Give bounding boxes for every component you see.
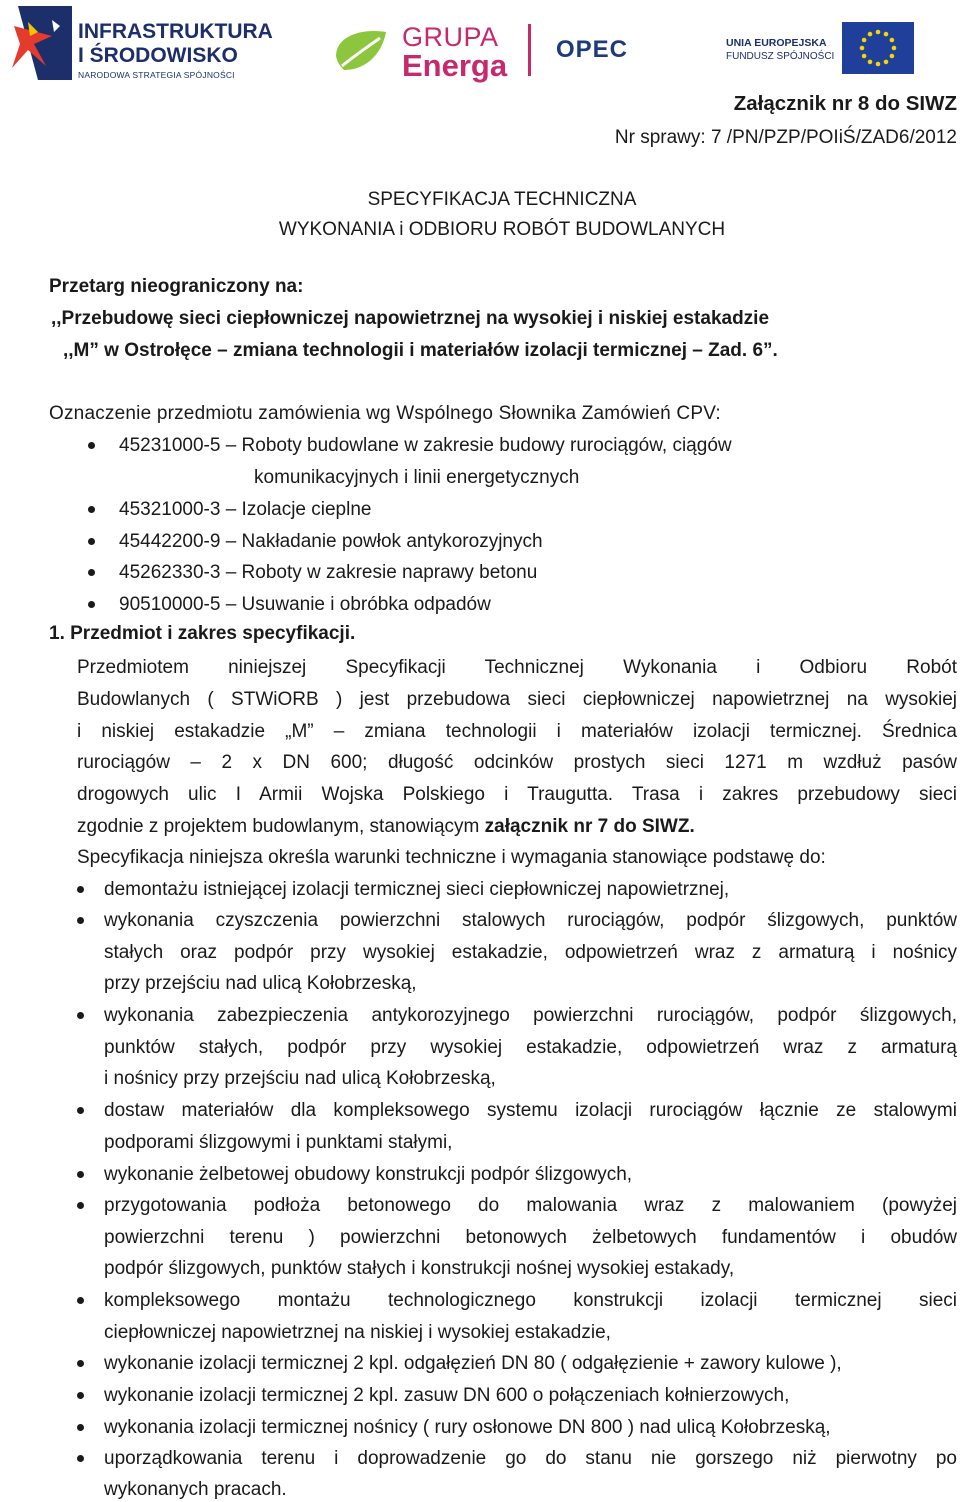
scope-bullet bbox=[77, 1424, 84, 1431]
section1-para-line: Przedmiotem niniejszej Specyfikacji Technicznej Wykonania i Odbioru Robót bbox=[77, 657, 957, 678]
opec-logo: OPEC bbox=[556, 36, 629, 63]
case-number: Nr sprawy: 7 /PN/PZP/POIiŚ/ZAD6/2012 bbox=[614, 127, 957, 148]
section1-para-line: i niskiej estakadzie „M” – zmiana technologii i materiałów izolacji termicznej. Średnica bbox=[77, 721, 957, 742]
cpv-item: 45262330-3 – Roboty w zakresie naprawy betonu bbox=[119, 562, 538, 583]
eu-flag-icon bbox=[842, 22, 914, 74]
srodowisko-text: I ŚRODOWISKO bbox=[78, 44, 238, 67]
scope-item-cont: i nośnicy przy przejściu nad ulicą Kołobrzeską, bbox=[104, 1068, 496, 1089]
scope-bullet bbox=[77, 917, 84, 924]
scope-item: wykonanie izolacji termicznej 2 kpl. odgałęzień DN 80 ( odgałęzienie + zawory kulowe ), bbox=[104, 1353, 842, 1374]
scope-item-cont: stałych oraz podpór przy wysokiej estakadzie, odpowietrzeń wraz z armaturą i nośnicy bbox=[104, 942, 957, 963]
cpv-bullet bbox=[88, 601, 95, 608]
scope-item: wykonanie żelbetowej obudowy konstrukcji podpór ślizgowych, bbox=[104, 1164, 633, 1185]
energa-text: Energa bbox=[402, 48, 508, 83]
scope-bullet bbox=[77, 1012, 84, 1019]
scope-item: wykonania izolacji termicznej nośnicy ( rury osłonowe DN 800 ) nad ulicą Kołobrzeską, bbox=[104, 1417, 831, 1438]
cpv-bullet bbox=[88, 569, 95, 576]
attachment-reference: załącznik nr 7 do SIWZ. bbox=[484, 816, 695, 837]
scope-item: dostaw materiałów dla kompleksowego systemu izolacji rurociągów łącznie ze stalowymi bbox=[104, 1100, 957, 1121]
scope-item: wykonania czyszczenia powierzchni stalowych rurociągów, podpór ślizgowych, punktów bbox=[104, 910, 957, 931]
attachment-label: Załącznik nr 8 do SIWZ bbox=[733, 92, 957, 115]
section1-para-last bbox=[77, 815, 695, 839]
scope-item-cont: przy przejściu nad ulicą Kołobrzeską, bbox=[104, 973, 417, 994]
energa-leaf-icon bbox=[332, 26, 390, 78]
cpv-bullet bbox=[88, 538, 95, 545]
cpv-item: 90510000-5 – Usuwanie i obróbka odpadów bbox=[119, 594, 491, 615]
eu-text: UNIA EUROPEJSKA bbox=[726, 37, 827, 49]
scope-item-cont: punktów stałych, podpór przy wysokiej estakadzie, odpowietrzeń wraz z armaturą bbox=[104, 1037, 957, 1058]
tender-line2: ,,M” w Ostrołęce – zmiana technologii i materiałów izolacji termicznej – Zad. 6”. bbox=[63, 340, 778, 361]
section1-para-line: Budowlanych ( STWiORB ) jest przebudowa sieci ciepłowniczej napowietrznej na wysokiej bbox=[77, 689, 957, 710]
cpv-bullet bbox=[88, 506, 95, 513]
energa-logo bbox=[332, 22, 522, 84]
scope-item: demontażu istniejącej izolacji termicznej sieci ciepłowniczej napowietrznej, bbox=[104, 879, 730, 900]
strategia-text: NARODOWA STRATEGIA SPÓJNOŚCI bbox=[78, 70, 235, 80]
section1-intro: Specyfikacja niniejsza określa warunki techniczne i wymagania stanowiące podstawę do: bbox=[77, 847, 826, 868]
scope-item-cont: podporami ślizgowymi i punktami stałymi, bbox=[104, 1132, 453, 1153]
scope-bullet bbox=[77, 1202, 84, 1209]
cpv-item: 45231000-5 – Roboty budowlane w zakresie budowy rurociągów, ciągów bbox=[119, 435, 732, 456]
cpv-item: 45321000-3 – Izolacje cieplne bbox=[119, 499, 372, 520]
title-line1: SPECYFIKACJA TECHNICZNA bbox=[367, 189, 637, 210]
eu-logo bbox=[726, 22, 916, 78]
section1-para-line: rurociągów – 2 x DN 600; długość odcinków prostych sieci 1271 m wzdłuż pasów bbox=[77, 752, 957, 773]
scope-item-cont: ciepłowniczej napowietrznej na niskiej i wysokiej estakadzie, bbox=[104, 1322, 611, 1343]
header-logos bbox=[0, 0, 960, 95]
scope-bullet bbox=[77, 1297, 84, 1304]
section1-heading: 1. Przedmiot i zakres specyfikacji. bbox=[49, 623, 356, 644]
scope-bullet bbox=[77, 1360, 84, 1367]
scope-item-cont: podpór ślizgowych, punktów stałych i konstrukcji nośnej wysokiej estakady, bbox=[104, 1258, 735, 1279]
section1-para-line: drogowych ulic I Armii Wojska Polskiego i Traugutta. Trasa i zakres przebudowy sieci bbox=[77, 784, 957, 805]
scope-item: kompleksowego montażu technologicznego konstrukcji izolacji termicznej sieci bbox=[104, 1290, 957, 1311]
scope-bullet bbox=[77, 1392, 84, 1399]
grupa-text: GRUPA bbox=[402, 22, 499, 52]
scope-item: uporządkowania terenu i doprowadzenie go do stanu nie gorszego niż pierwotny po bbox=[104, 1448, 957, 1469]
section1-para-last-text: zgodnie z projektem budowlanym, stanowiącym bbox=[77, 816, 485, 837]
tender-label: Przetarg nieograniczony na: bbox=[49, 276, 304, 297]
scope-bullet bbox=[77, 1171, 84, 1178]
cpv-bullet bbox=[88, 442, 95, 449]
scope-item: wykonanie izolacji termicznej 2 kpl. zasuw DN 600 o połączeniach kołnierzowych, bbox=[104, 1385, 790, 1406]
logo-separator bbox=[528, 24, 531, 76]
tender-line1: ,,Przebudowę sieci ciepłowniczej napowietrznej na wysokiej i niskiej estakadzie bbox=[51, 308, 770, 329]
scope-bullet bbox=[77, 1107, 84, 1114]
cpv-heading: Oznaczenie przedmiotu zamówienia wg Wspólnego Słownika Zamówień CPV: bbox=[49, 403, 721, 424]
infrastruktura-text: INFRASTRUKTURA bbox=[78, 20, 273, 43]
cpv-item-cont: komunikacyjnych i linii energetycznych bbox=[254, 467, 580, 488]
infrastruktura-logo bbox=[8, 6, 273, 81]
scope-item-cont: wykonanych pracach. bbox=[104, 1479, 287, 1500]
scope-item: przygotowania podłoża betonowego do malowania wraz z malowaniem (powyżej bbox=[104, 1195, 957, 1216]
title-line2: WYKONANIA i ODBIORU ROBÓT BUDOWLANYCH bbox=[278, 219, 726, 240]
fundusz-text: FUNDUSZ SPÓJNOŚCI bbox=[726, 51, 835, 62]
scope-item: wykonania zabezpieczenia antykorozyjnego powierzchni rurociągów, podpór ślizgowych, bbox=[104, 1005, 957, 1026]
cpv-item: 45442200-9 – Nakładanie powłok antykorozyjnych bbox=[119, 531, 543, 552]
scope-bullet bbox=[77, 886, 84, 893]
scope-bullet bbox=[77, 1455, 84, 1462]
scope-item-cont: powierzchni terenu ) powierzchni betonowych żelbetowych fundamentów i obudów bbox=[104, 1227, 957, 1248]
infrastruktura-star-icon bbox=[8, 6, 72, 80]
